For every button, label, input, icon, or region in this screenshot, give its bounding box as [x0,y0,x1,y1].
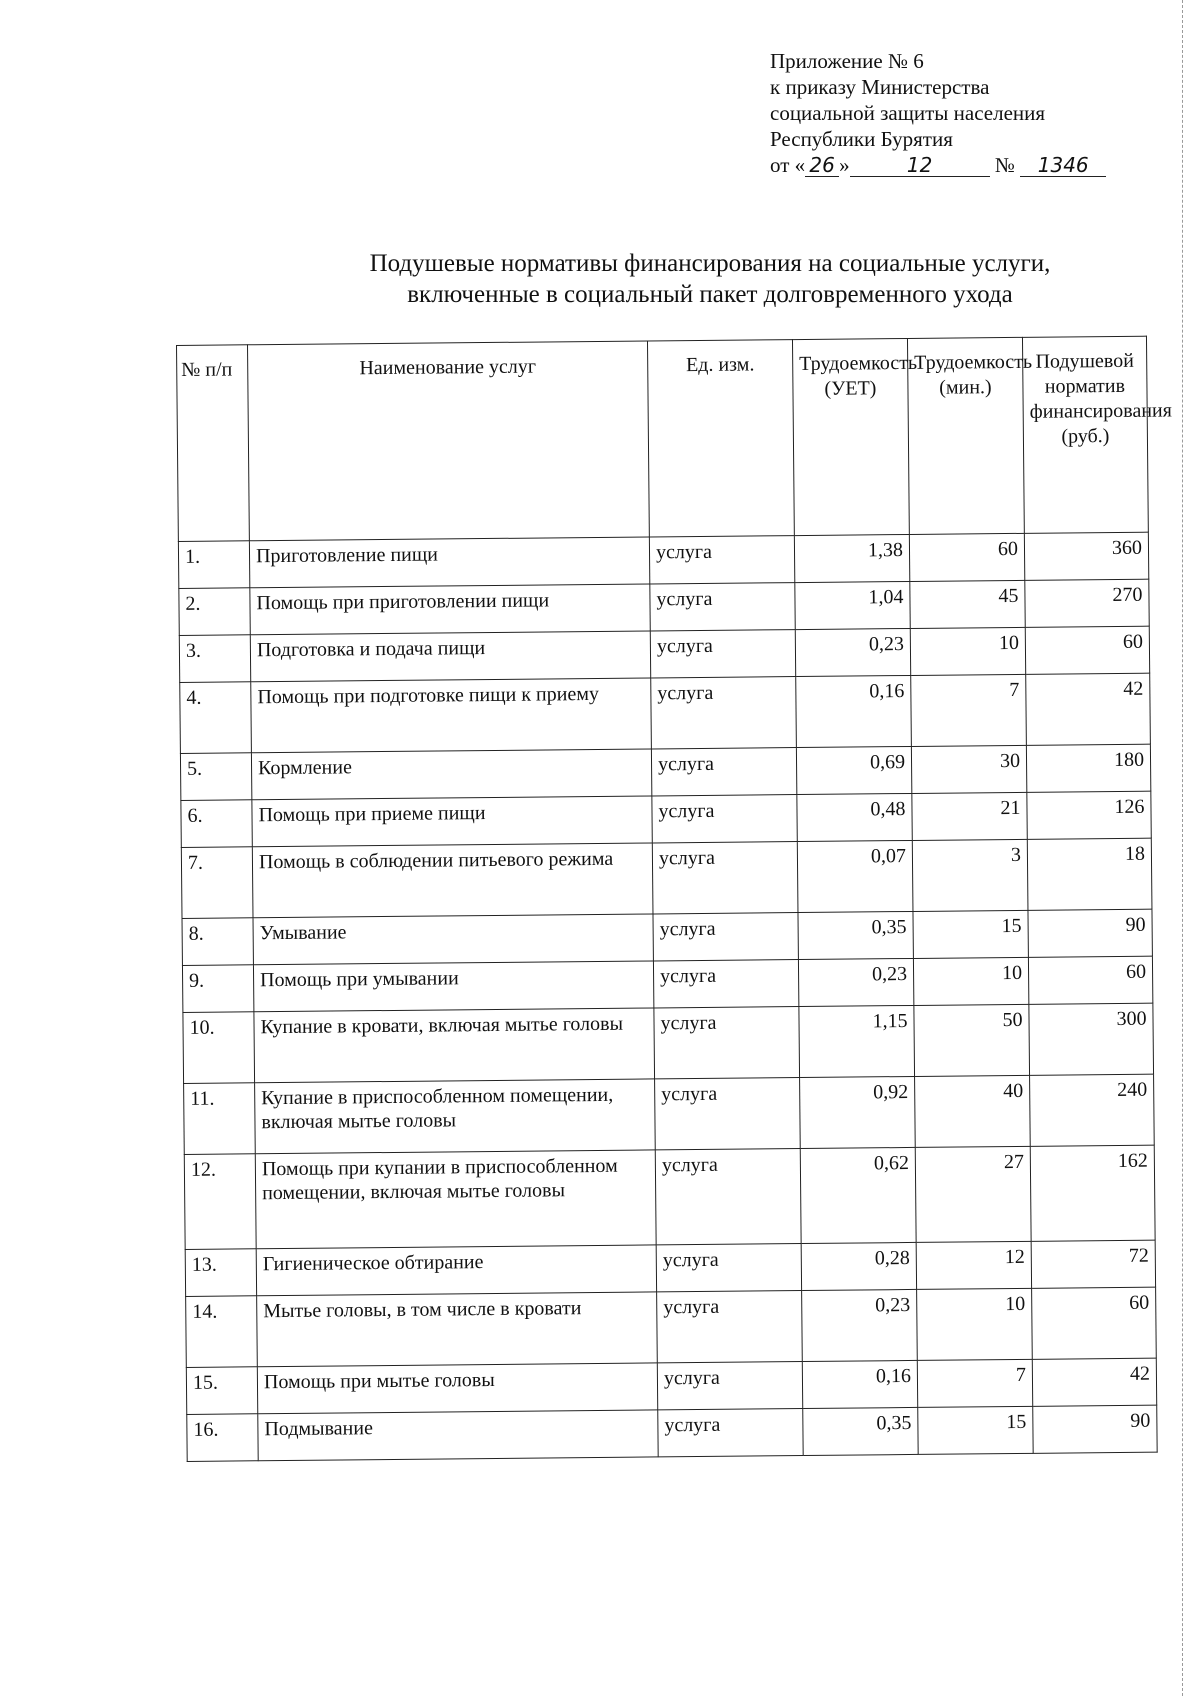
row-service-name: Помощь при приеме пищи [252,796,652,847]
row-norm-rub: 360 [1024,532,1148,580]
row-unit: услуга [653,960,798,1008]
row-norm-rub: 300 [1029,1003,1154,1075]
row-num: 6. [181,800,252,848]
row-labor-uet: 0,07 [797,840,913,912]
date-month-handwritten: 12 [850,154,990,177]
row-num: 12. [184,1154,256,1250]
row-labor-uet: 0,35 [803,1407,918,1455]
row-labor-min: 7 [911,674,1027,746]
row-service-name: Помощь при купании в приспособленном помещении, включая мытье головы [255,1150,656,1249]
row-service-name: Гигиеническое обтирание [256,1245,656,1296]
row-unit: услуга [650,583,795,631]
row-labor-min: 15 [913,910,1028,958]
row-num: 9. [182,965,253,1013]
row-num: 16. [187,1414,258,1462]
date-mid: » [839,153,850,177]
row-norm-rub: 240 [1030,1074,1155,1146]
row-num: 1. [178,541,249,589]
scan-edge-line [1182,0,1183,1696]
table-row [183,1003,1154,1083]
appendix-date-line [770,152,1150,178]
row-unit: услуга [651,677,797,749]
row-labor-uet: 0,28 [801,1242,916,1290]
row-labor-uet: 0,23 [795,628,910,676]
table-row [187,1405,1157,1461]
table-row [186,1287,1157,1367]
row-labor-min: 27 [915,1146,1031,1242]
appendix-line-4: Республики Бурятия [770,127,953,151]
row-labor-uet: 0,16 [802,1360,917,1408]
row-unit: услуга [656,1244,801,1292]
appendix-line-2: к приказу Министерства [770,75,990,99]
row-num: 7. [181,847,253,919]
row-norm-rub: 270 [1025,579,1149,627]
number-prefix: № [994,153,1015,177]
row-labor-min: 21 [912,792,1027,840]
row-norm-rub: 18 [1027,838,1152,910]
row-labor-min: 40 [915,1075,1031,1147]
row-norm-rub: 90 [1033,1405,1157,1453]
row-labor-uet: 0,69 [796,746,911,794]
row-norm-rub: 60 [1025,626,1149,674]
table-row [181,838,1152,918]
row-num: 8. [182,918,253,966]
row-unit: услуга [649,536,794,584]
table-row [184,1145,1155,1249]
document-title [300,248,1120,310]
row-num: 2. [179,588,250,636]
row-service-name: Приготовление пищи [249,537,649,588]
row-unit: услуга [657,1362,802,1410]
row-service-name: Подмывание [258,1410,658,1461]
header-labor-min: Трудоемкость (мин.) [907,337,1024,534]
row-labor-min: 7 [917,1359,1032,1407]
row-unit: услуга [657,1291,803,1363]
header-labor-uet: Трудоемкость (УЕТ) [792,338,909,535]
row-labor-min: 3 [912,839,1028,911]
row-unit: услуга [655,1149,801,1245]
row-labor-min: 50 [914,1004,1030,1076]
row-labor-min: 15 [918,1406,1033,1454]
row-labor-uet: 0,92 [800,1076,916,1148]
row-num: 11. [184,1083,256,1155]
row-unit: услуга [658,1409,803,1457]
row-service-name: Помощь при подготовке пищи к приему [251,678,652,753]
row-num: 4. [180,682,252,754]
appendix-line-3: социальной защиты населения [770,101,1046,125]
row-num: 14. [186,1296,258,1368]
header-name: Наименование услуг [248,341,650,541]
row-service-name: Мытье головы, в том числе в кровати [257,1292,658,1367]
row-norm-rub: 90 [1028,909,1152,957]
row-labor-min: 10 [917,1288,1033,1360]
appendix-line-1: Приложение № 6 [770,49,924,73]
row-service-name: Помощь при приготовлении пищи [250,584,650,635]
row-service-name: Помощь при умывании [253,961,653,1012]
row-service-name: Купание в приспособленном помещении, включая мытье головы [255,1079,656,1154]
row-norm-rub: 60 [1032,1287,1157,1359]
row-service-name: Подготовка и подача пищи [250,631,650,682]
row-norm-rub: 180 [1026,744,1150,792]
row-labor-min: 45 [910,580,1025,628]
table-row [184,1074,1155,1154]
row-norm-rub: 126 [1027,791,1151,839]
row-labor-uet: 1,04 [795,581,910,629]
row-unit: услуга [653,913,798,961]
row-num: 3. [179,635,250,683]
title-line-1: Подушевые нормативы финансирования на социальные услуги, [369,250,1051,277]
row-service-name: Умывание [253,914,653,965]
row-num: 13. [185,1249,256,1297]
row-labor-uet: 0,62 [800,1147,916,1243]
row-num: 5. [180,753,251,801]
row-num: 10. [183,1012,255,1084]
table-row [180,673,1151,753]
row-labor-min: 60 [909,533,1024,581]
row-norm-rub: 72 [1031,1240,1155,1288]
table-header-row [177,336,1149,541]
header-norm: Подушевой норматив финансирования (руб.) [1022,336,1148,533]
row-labor-uet: 0,16 [796,675,912,747]
row-labor-min: 30 [911,745,1026,793]
row-service-name: Кормление [251,749,651,800]
row-norm-rub: 42 [1032,1358,1156,1406]
row-num: 15. [186,1367,257,1415]
row-unit: услуга [652,795,797,843]
row-service-name: Помощь в соблюдении питьевого режима [252,843,653,918]
row-unit: услуга [651,748,796,796]
row-unit: услуга [652,842,798,914]
date-day-handwritten: 26 [805,154,839,177]
header-unit: Ед. изм. [647,340,794,537]
row-labor-uet: 1,15 [799,1005,915,1077]
date-prefix: от « [770,153,806,177]
row-norm-rub: 162 [1030,1145,1155,1241]
row-labor-min: 10 [910,627,1025,675]
row-labor-uet: 0,23 [802,1289,918,1361]
order-number-handwritten: 1346 [1020,154,1106,177]
row-labor-min: 12 [916,1241,1031,1289]
row-labor-uet: 0,23 [798,958,913,1006]
title-line-2: включенные в социальный пакет долговременного ухода [407,281,1013,308]
row-unit: услуга [650,630,795,678]
row-norm-rub: 42 [1026,673,1151,745]
norms-table [176,336,1172,1462]
row-labor-min: 10 [913,957,1028,1005]
row-unit: услуга [655,1078,801,1150]
row-norm-rub: 60 [1028,956,1152,1004]
row-unit: услуга [654,1007,800,1079]
row-service-name: Помощь при мытье головы [257,1363,657,1414]
row-labor-uet: 0,48 [797,793,912,841]
header-num: № п/п [177,345,250,542]
appendix-header [770,48,1150,178]
row-labor-uet: 1,38 [794,534,909,582]
row-labor-uet: 0,35 [798,911,913,959]
row-service-name: Купание в кровати, включая мытье головы [254,1008,655,1083]
